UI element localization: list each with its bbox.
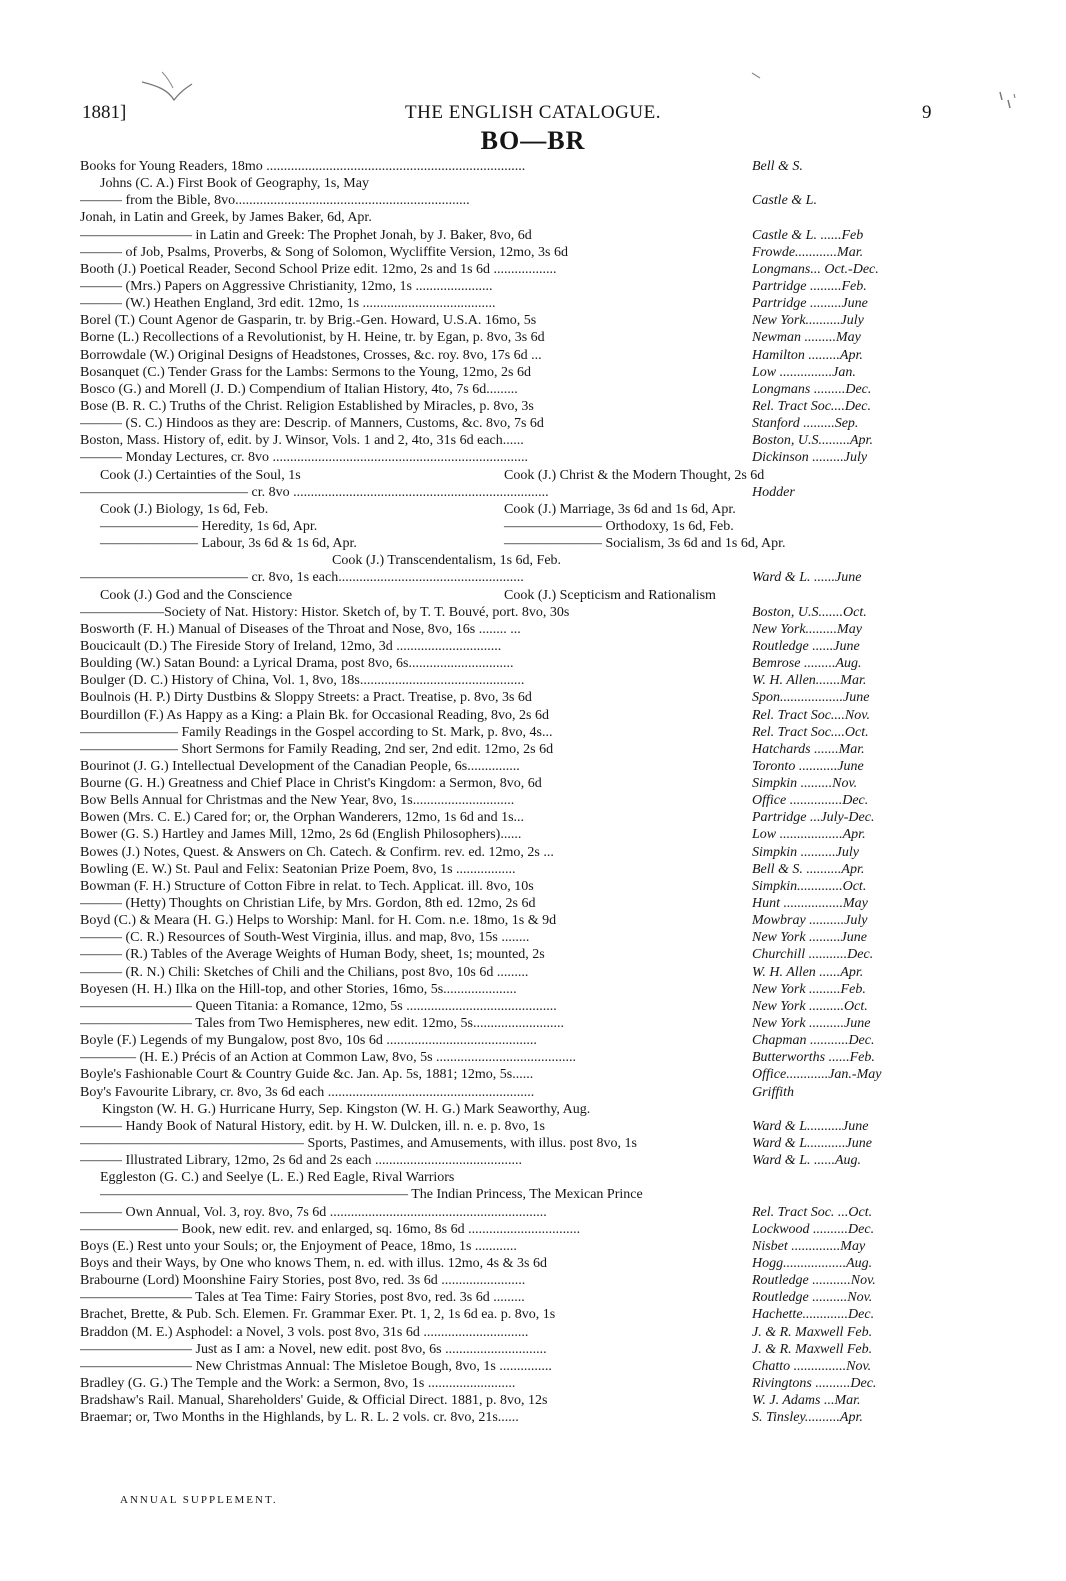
entry-row: [80, 912, 940, 929]
entry-row: [80, 1375, 940, 1392]
entry-publisher: New York .........June: [752, 930, 867, 946]
entry-title: Bosworth (F. H.) Manual of Diseases of the Throat and Nose, 8vo, 16s ........ ...: [80, 621, 521, 637]
entry-row: [80, 638, 940, 655]
entry-row: [80, 1101, 940, 1118]
entry-publisher: Low ...............Jan.: [752, 364, 856, 380]
entry-publisher: Simpkin .........Nov.: [752, 776, 858, 792]
entry-row: [80, 278, 940, 295]
entry-publisher: Rivingtons ..........Dec.: [752, 1375, 877, 1391]
entry-row: [80, 1255, 940, 1272]
entry-publisher: Longmans... Oct.-Dec.: [752, 261, 879, 277]
entry-publisher: Mowbray ..........July: [752, 913, 868, 929]
entry-publisher: New York ..........Oct.: [752, 998, 868, 1014]
entry-row: [80, 809, 940, 826]
entry-publisher: Partridge .........Feb.: [752, 278, 867, 294]
entry-row: [80, 998, 940, 1015]
entry-publisher: Ward & L. ......Aug.: [752, 1153, 862, 1169]
running-year: 1881]: [82, 102, 127, 123]
entry-row: [80, 227, 940, 244]
entry-row: [80, 1118, 940, 1135]
entry-title: Bow Bells Annual for Christmas and the New Year, 8vo, 1s.............................: [80, 793, 515, 809]
entry-publisher: Boston, U.S.......Oct.: [752, 604, 867, 620]
entry-title: ———————— in Latin and Greek: The Prophet Jonah, by J. Baker, 8vo, 6d: [80, 227, 532, 243]
entry-title: ———— (H. E.) Précis of an Action at Common Law, 8vo, 5s ........................................: [80, 1050, 577, 1066]
entry-row: [80, 964, 940, 981]
entry-title: Cook (J.) Biology, 1s 6d, Feb.: [100, 501, 269, 517]
entry-publisher: Partridge ...July-Dec.: [752, 810, 875, 826]
entry-publisher: Rel. Tract Soc....Nov.: [752, 707, 870, 723]
entry-row: [80, 312, 940, 329]
entry-publisher: Partridge .........June: [752, 296, 868, 312]
entry-publisher: Routledge ..........Nov.: [752, 1290, 873, 1306]
entry-title: Bourdillon (F.) As Happy as a King: a Plain Bk. for Occasional Reading, 8vo, 2s 6d: [80, 707, 549, 723]
entry-title-second-column: Cook (J.) Scepticism and Rationalism: [504, 587, 716, 603]
entry-title: Boys (E.) Rest unto your Souls; or, the Enjoyment of Peace, 18mo, 1s ............: [80, 1238, 517, 1254]
entry-title-second-column: Cook (J.) Marriage, 3s 6d and 1s 6d, Apr.: [504, 501, 736, 517]
entry-publisher: Routledge ......June: [752, 638, 860, 654]
entry-publisher: Frowde............Mar.: [752, 244, 864, 260]
entry-row: [80, 604, 940, 621]
entry-publisher: Hatchards .......Mar.: [752, 741, 865, 757]
entry-title: ——————— Heredity, 1s 6d, Apr.: [100, 518, 318, 534]
entry-title: Boy's Favourite Library, cr. 8vo, 3s 6d each ...........................................................: [80, 1084, 535, 1100]
entry-publisher: Chatto ...............Nov.: [752, 1358, 872, 1374]
entry-publisher: Bell & S.: [752, 159, 803, 174]
entry-title: Cook (J.) Transcendentalism, 1s 6d, Feb.: [332, 553, 562, 569]
entry-row: [80, 1186, 940, 1203]
entry-title: Brabourne (Lord) Moonshine Fairy Stories, post 8vo, red. 3s 6d ........................: [80, 1273, 526, 1289]
entry-title: Cook (J.) God and the Conscience: [100, 587, 293, 603]
entry-row: [80, 192, 940, 209]
entry-title: ——— (S. C.) Hindoos as they are: Descrip. of Manners, Customs, &c. 8vo, 7s 6d: [80, 416, 544, 432]
entry-publisher: New York .........Feb.: [752, 981, 866, 997]
entry-row: [80, 467, 940, 484]
entry-publisher: Longmans .........Dec.: [752, 381, 872, 397]
entry-title: Bourinot (J. G.) Intellectual Development of the Canadian People, 6s...............: [80, 758, 520, 774]
entry-publisher: Butterworths ......Feb.: [752, 1050, 875, 1066]
entry-publisher: W. H. Allen.......Mar.: [752, 673, 867, 689]
entry-publisher: Churchill ...........Dec.: [752, 947, 874, 963]
entry-title: ——— Own Annual, Vol. 3, roy. 8vo, 7s 6d ..............................................................: [80, 1204, 547, 1220]
entry-row: [80, 672, 940, 689]
entry-title: ——————— Book, new edit. rev. and enlarged, sq. 16mo, 8s 6d ................................: [80, 1221, 581, 1237]
entry-title: Eggleston (G. C.) and Seelye (L. E.) Red Eagle, Rival Warriors: [100, 1170, 455, 1186]
entry-row: [80, 758, 940, 775]
entry-publisher: Simpkin ..........July: [752, 844, 859, 860]
entry-publisher: Ward & L. ......June: [752, 570, 862, 586]
entry-title: Boucicault (D.) The Fireside Story of Ireland, 12mo, 3d ..............................: [80, 638, 502, 654]
entry-title: Bowling (E. W.) St. Paul and Felix: Seatonian Prize Poem, 8vo, 1s .................: [80, 861, 516, 877]
entry-row: [80, 1204, 940, 1221]
entry-publisher: Castle & L.: [752, 193, 817, 209]
entry-publisher: Rel. Tract Soc. ...Oct.: [752, 1204, 873, 1220]
entry-publisher: Boston, U.S.........Apr.: [752, 433, 873, 449]
tick-mark-icon: [750, 70, 770, 80]
entry-title: ———————— New Christmas Annual: The Misletoe Bough, 8vo, 1s ...............: [80, 1358, 552, 1374]
entry-row: [80, 895, 940, 912]
entry-row: [80, 1289, 940, 1306]
entry-row: [80, 209, 940, 226]
entry-row: [80, 552, 940, 569]
entry-title: ——— of Job, Psalms, Proverbs, & Song of Solomon, Wycliffite Version, 12mo, 3s 6d: [80, 244, 568, 260]
entry-publisher: Bemrose .........Aug.: [752, 656, 862, 672]
entry-publisher: New York.........May: [752, 621, 862, 637]
entry-publisher: Stanford .........Sep.: [752, 416, 859, 432]
entry-row: [80, 501, 940, 518]
entry-title: Jonah, in Latin and Greek, by James Baker, 6d, Apr.: [80, 210, 372, 226]
entry-title: ———————— Tales from Two Hemispheres, new edit. 12mo, 5s..........................: [80, 1016, 564, 1032]
entry-title: Booth (J.) Poetical Reader, Second School Prize edit. 12mo, 2s and 1s 6d ..................: [80, 261, 557, 277]
entry-row: [80, 1084, 940, 1101]
entry-title: Bowes (J.) Notes, Quest. & Answers on Ch. Catech. & Confirm. rev. ed. 12mo, 2s ...: [80, 844, 554, 860]
entry-title: Boulger (D. C.) History of China, Vol. 1, 8vo, 18s...............................................: [80, 673, 525, 689]
entry-row: [80, 826, 940, 843]
entry-row: [80, 1015, 940, 1032]
entry-publisher: J. & R. Maxwell Feb.: [752, 1341, 873, 1357]
entry-row: [80, 844, 940, 861]
entry-title: Boyle's Fashionable Court & Country Guide &c. Jan. Ap. 5s, 1881; 12mo, 5s......: [80, 1067, 534, 1083]
entry-publisher: Low ..................Apr.: [752, 827, 866, 843]
entry-row: [80, 1135, 940, 1152]
entry-title: Borel (T.) Count Agenor de Gasparin, tr. by Brig.-Gen. Howard, U.S.A. 16mo, 5s: [80, 313, 537, 329]
entry-row: [80, 1049, 940, 1066]
entry-row: [80, 1152, 940, 1169]
entry-row: [80, 689, 940, 706]
entry-publisher: Hachette.............Dec.: [752, 1307, 875, 1323]
entry-publisher: Griffith: [752, 1084, 795, 1100]
entry-publisher: Rel. Tract Soc....Dec.: [752, 398, 871, 414]
entry-row: [80, 569, 940, 586]
entry-title: Bosanquet (C.) Tender Grass for the Lambs: Sermons to the Young, 12mo, 2s 6d: [80, 364, 532, 380]
entry-row: [80, 1272, 940, 1289]
entry-title: Bradley (G. G.) The Temple and the Work: a Sermon, 8vo, 1s .........................: [80, 1375, 516, 1391]
running-title: THE ENGLISH CATALOGUE.: [405, 102, 661, 123]
entry-title-second-column: Cook (J.) Christ & the Modern Thought, 2s 6d: [504, 467, 765, 483]
entry-publisher: Office............Jan.-May: [752, 1067, 882, 1083]
entry-row: [80, 929, 940, 946]
entry-title: ——————— Labour, 3s 6d & 1s 6d, Apr.: [100, 536, 357, 552]
entry-title: Boyle (F.) Legends of my Bungalow, post 8vo, 10s 6d ...........................................: [80, 1033, 537, 1049]
entry-row: [80, 1341, 940, 1358]
entry-title: Bowen (Mrs. C. E.) Cared for; or, the Orphan Wanderers, 12mo, 1s 6d and 1s...: [80, 810, 525, 826]
entry-row: [80, 432, 940, 449]
entry-row: [80, 484, 940, 501]
entry-row: [80, 621, 940, 638]
entry-publisher: Bell & S. ..........Apr.: [752, 861, 865, 877]
entry-row: [80, 535, 940, 552]
entry-row: [80, 329, 940, 346]
entry-title: ——————Society of Nat. History: Histor. Sketch of, by T. T. Bouvé, port. 8vo, 30s: [80, 604, 570, 620]
entry-row: [80, 381, 940, 398]
entry-title: ———————— Just as I am: a Novel, new edit. post 8vo, 6s .............................: [80, 1341, 547, 1357]
entry-row: [80, 741, 940, 758]
entry-title: ——————— Short Sermons for Family Reading, 2nd ser, 2nd edit. 12mo, 2s 6d: [80, 741, 554, 757]
entry-publisher: Newman .........May: [752, 330, 861, 346]
entry-publisher: Hunt .................May: [752, 896, 868, 912]
entry-publisher: New York..........July: [752, 313, 864, 329]
entry-title: Cook (J.) Certainties of the Soul, 1s: [100, 467, 301, 483]
entry-title: Boulding (W.) Satan Bound: a Lyrical Drama, post 8vo, 6s..............................: [80, 656, 514, 672]
entry-row: [80, 1066, 940, 1083]
entry-title: Bourne (G. H.) Greatness and Chief Place in Christ's Kingdom: a Sermon, 8vo, 6d: [80, 776, 542, 792]
entry-row: [80, 1409, 940, 1426]
entry-title-second-column: ——————— Socialism, 3s 6d and 1s 6d, Apr.: [504, 536, 786, 552]
entry-publisher: New York ..........June: [752, 1016, 871, 1032]
entry-title: ——— (R. N.) Chili: Sketches of Chili and the Chilians, post 8vo, 10s 6d .........: [80, 964, 529, 980]
page-number: 9: [922, 102, 932, 123]
entry-title: ———————————— cr. 8vo .........................................................................: [80, 484, 549, 500]
entry-title: —————————————————————— The Indian Princess, The Mexican Prince: [100, 1187, 643, 1203]
entry-title: Books for Young Readers, 18mo ..........................................................................: [80, 159, 526, 174]
entry-publisher: Hodder: [752, 484, 795, 500]
entry-title: Borrowdale (W.) Original Designs of Headstones, Crosses, &c. roy. 8vo, 17s 6d ...: [80, 347, 542, 363]
entry-row: [80, 587, 940, 604]
entry-row: [80, 861, 940, 878]
entry-row: [80, 878, 940, 895]
entry-title: Bose (B. R. C.) Truths of the Christ. Religion Established by Miracles, p. 8vo, 3s: [80, 398, 534, 414]
entry-title: ——— (C. R.) Resources of South-West Virginia, illus. and map, 8vo, 15s ........: [80, 930, 530, 946]
entry-publisher: Ward & L..........June: [752, 1118, 869, 1134]
entry-row: [80, 1221, 940, 1238]
entry-list: [80, 158, 940, 1426]
entry-title: Bower (G. S.) Hartley and James Mill, 12mo, 2s 6d (English Philosophers)......: [80, 827, 522, 843]
entry-row: [80, 946, 940, 963]
entry-row: [80, 1169, 940, 1186]
entry-title: Boulnois (H. P.) Dirty Dustbins & Sloppy Streets: a Pract. Treatise, p. 8vo, 3s 6d: [80, 690, 532, 706]
entry-publisher: Chapman ...........Dec.: [752, 1033, 875, 1049]
entry-title: Johns (C. A.) First Book of Geography, 1s, May: [100, 176, 369, 192]
entry-title: ——— from the Bible, 8vo...................................................................: [80, 193, 470, 209]
entry-title: ———————————— cr. 8vo, 1s each.....................................................: [80, 570, 524, 586]
entry-row: [80, 244, 940, 261]
entry-title: Boston, Mass. History of, edit. by J. Winsor, Vols. 1 and 2, 4to, 31s 6d each......: [80, 433, 524, 449]
entry-row: [80, 261, 940, 278]
entry-row: [80, 398, 940, 415]
section-heading: BO—BR: [480, 126, 586, 155]
entry-publisher: Simpkin.............Oct.: [752, 878, 867, 894]
entry-title: Bradshaw's Rail. Manual, Shareholders' Guide, & Official Direct. 1881, p. 8vo, 12s: [80, 1393, 548, 1409]
entry-row: [80, 1032, 940, 1049]
entry-title: Braemar; or, Two Months in the Highlands, by L. R. L. 2 vols. cr. 8vo, 21s......: [80, 1410, 519, 1426]
entry-title: ——————— Family Readings in the Gospel according to St. Mark, p. 8vo, 4s...: [80, 724, 553, 740]
entry-row: [80, 724, 940, 741]
entry-row: [80, 1392, 940, 1409]
entry-row: [80, 295, 940, 312]
entry-row: [80, 1324, 940, 1341]
entry-row: [80, 449, 940, 466]
entry-row: [80, 981, 940, 998]
entry-title: ———————————————— Sports, Pastimes, and Amusements, with illus. post 8vo, 1s: [80, 1136, 637, 1152]
entry-title: ——— (Hetty) Thoughts on Christian Life, by Mrs. Gordon, 8th ed. 12mo, 2s 6d: [80, 896, 536, 912]
entry-row: [80, 707, 940, 724]
entry-title: Borne (L.) Recollections of a Revolutionist, by H. Heine, tr. by Egan, p. 8vo, 3s 6d: [80, 330, 545, 346]
entry-publisher: Office ...............Dec.: [752, 793, 869, 809]
entry-row: [80, 415, 940, 432]
entry-title: Bowman (F. H.) Structure of Cotton Fibre in relat. to Tech. Applicat. ill. 8vo, 10s: [80, 878, 534, 894]
entry-row: [80, 655, 940, 672]
entry-publisher: Rel. Tract Soc....Oct.: [752, 724, 869, 740]
entry-title: Bosco (G.) and Morell (J. D.) Compendium of Italian History, 4to, 7s 6d.........: [80, 381, 518, 397]
entry-title: ——— (W.) Heathen England, 3rd edit. 12mo, 1s ......................................: [80, 296, 496, 312]
entry-publisher: Routledge ...........Nov.: [752, 1273, 876, 1289]
entry-row: [80, 175, 940, 192]
entry-row: [80, 792, 940, 809]
entry-publisher: W. H. Allen ......Apr.: [752, 964, 864, 980]
entry-title: Boys and their Ways, by One who knows Them, n. ed. with illus. 12mo, 4s & 3s 6d: [80, 1256, 547, 1271]
entry-row: [80, 364, 940, 381]
entry-title: ———————— Queen Titania: a Romance, 12mo, 5s ...........................................: [80, 998, 557, 1014]
entry-publisher: Nisbet ..............May: [752, 1238, 866, 1254]
entry-title: ——— Illustrated Library, 12mo, 2s 6d and 2s each ..........................................: [80, 1153, 522, 1169]
entry-row: [80, 775, 940, 792]
entry-title: ——— (Mrs.) Papers on Aggressive Christianity, 12mo, 1s ......................: [80, 278, 493, 294]
entry-publisher: Hogg..................Aug.: [752, 1256, 873, 1271]
entry-title: ———————— Tales at Tea Time: Fairy Stories, post 8vo, red. 3s 6d .........: [80, 1290, 525, 1306]
entry-row: [80, 347, 940, 364]
entry-publisher: Spon..................June: [752, 690, 870, 706]
entry-publisher: W. J. Adams ...Mar.: [752, 1393, 861, 1409]
entry-row: [80, 1358, 940, 1375]
entry-row: [80, 518, 940, 535]
footer-signature: ANNUAL SUPPLEMENT.: [120, 1494, 278, 1506]
entry-title-second-column: ——————— Orthodoxy, 1s 6d, Feb.: [504, 518, 734, 534]
entry-publisher: Ward & L...........June: [752, 1136, 872, 1152]
entry-publisher: Toronto ...........June: [752, 758, 864, 774]
entry-title: Kingston (W. H. G.) Hurricane Hurry, Sep. Kingston (W. H. G.) Mark Seaworthy, Aug.: [102, 1101, 591, 1117]
entry-publisher: Hamilton .........Apr.: [752, 347, 863, 363]
entry-title: ——— Monday Lectures, cr. 8vo .........................................................................: [80, 450, 528, 466]
entry-title: Braddon (M. E.) Asphodel: a Novel, 3 vols. post 8vo, 31s 6d ..............................: [80, 1324, 529, 1340]
entry-publisher: S. Tinsley..........Apr.: [752, 1410, 863, 1426]
entry-title: Boyesen (H. H.) Ilka on the Hill-top, and other Stories, 16mo, 5s.....................: [80, 981, 517, 997]
entry-publisher: Dickinson .........July: [752, 450, 868, 466]
entry-row: [80, 1238, 940, 1255]
entry-title: Boyd (C.) & Meara (H. G.) Helps to Worship: Manl. for H. Com. n.e. 18mo, 1s & 9d: [80, 913, 557, 929]
entry-row: [80, 158, 940, 175]
entry-row: [80, 1306, 940, 1323]
entry-title: Brachet, Brette, & Pub. Sch. Elemen. Fr. Grammar Exer. Pt. 1, 2, 1s 6d ea. p. 8vo, 1s: [80, 1307, 556, 1323]
entry-publisher: Lockwood ..........Dec.: [752, 1221, 875, 1237]
entry-publisher: J. & R. Maxwell Feb.: [752, 1324, 873, 1340]
entry-title: ——— (R.) Tables of the Average Weights of Human Body, sheet, 1s; mounted, 2s: [80, 947, 545, 963]
entry-title: ——— Handy Book of Natural History, edit. by H. W. Dulcken, ill. n. e. p. 8vo, 1s: [80, 1118, 545, 1134]
entry-publisher: Castle & L. ......Feb: [752, 227, 864, 243]
